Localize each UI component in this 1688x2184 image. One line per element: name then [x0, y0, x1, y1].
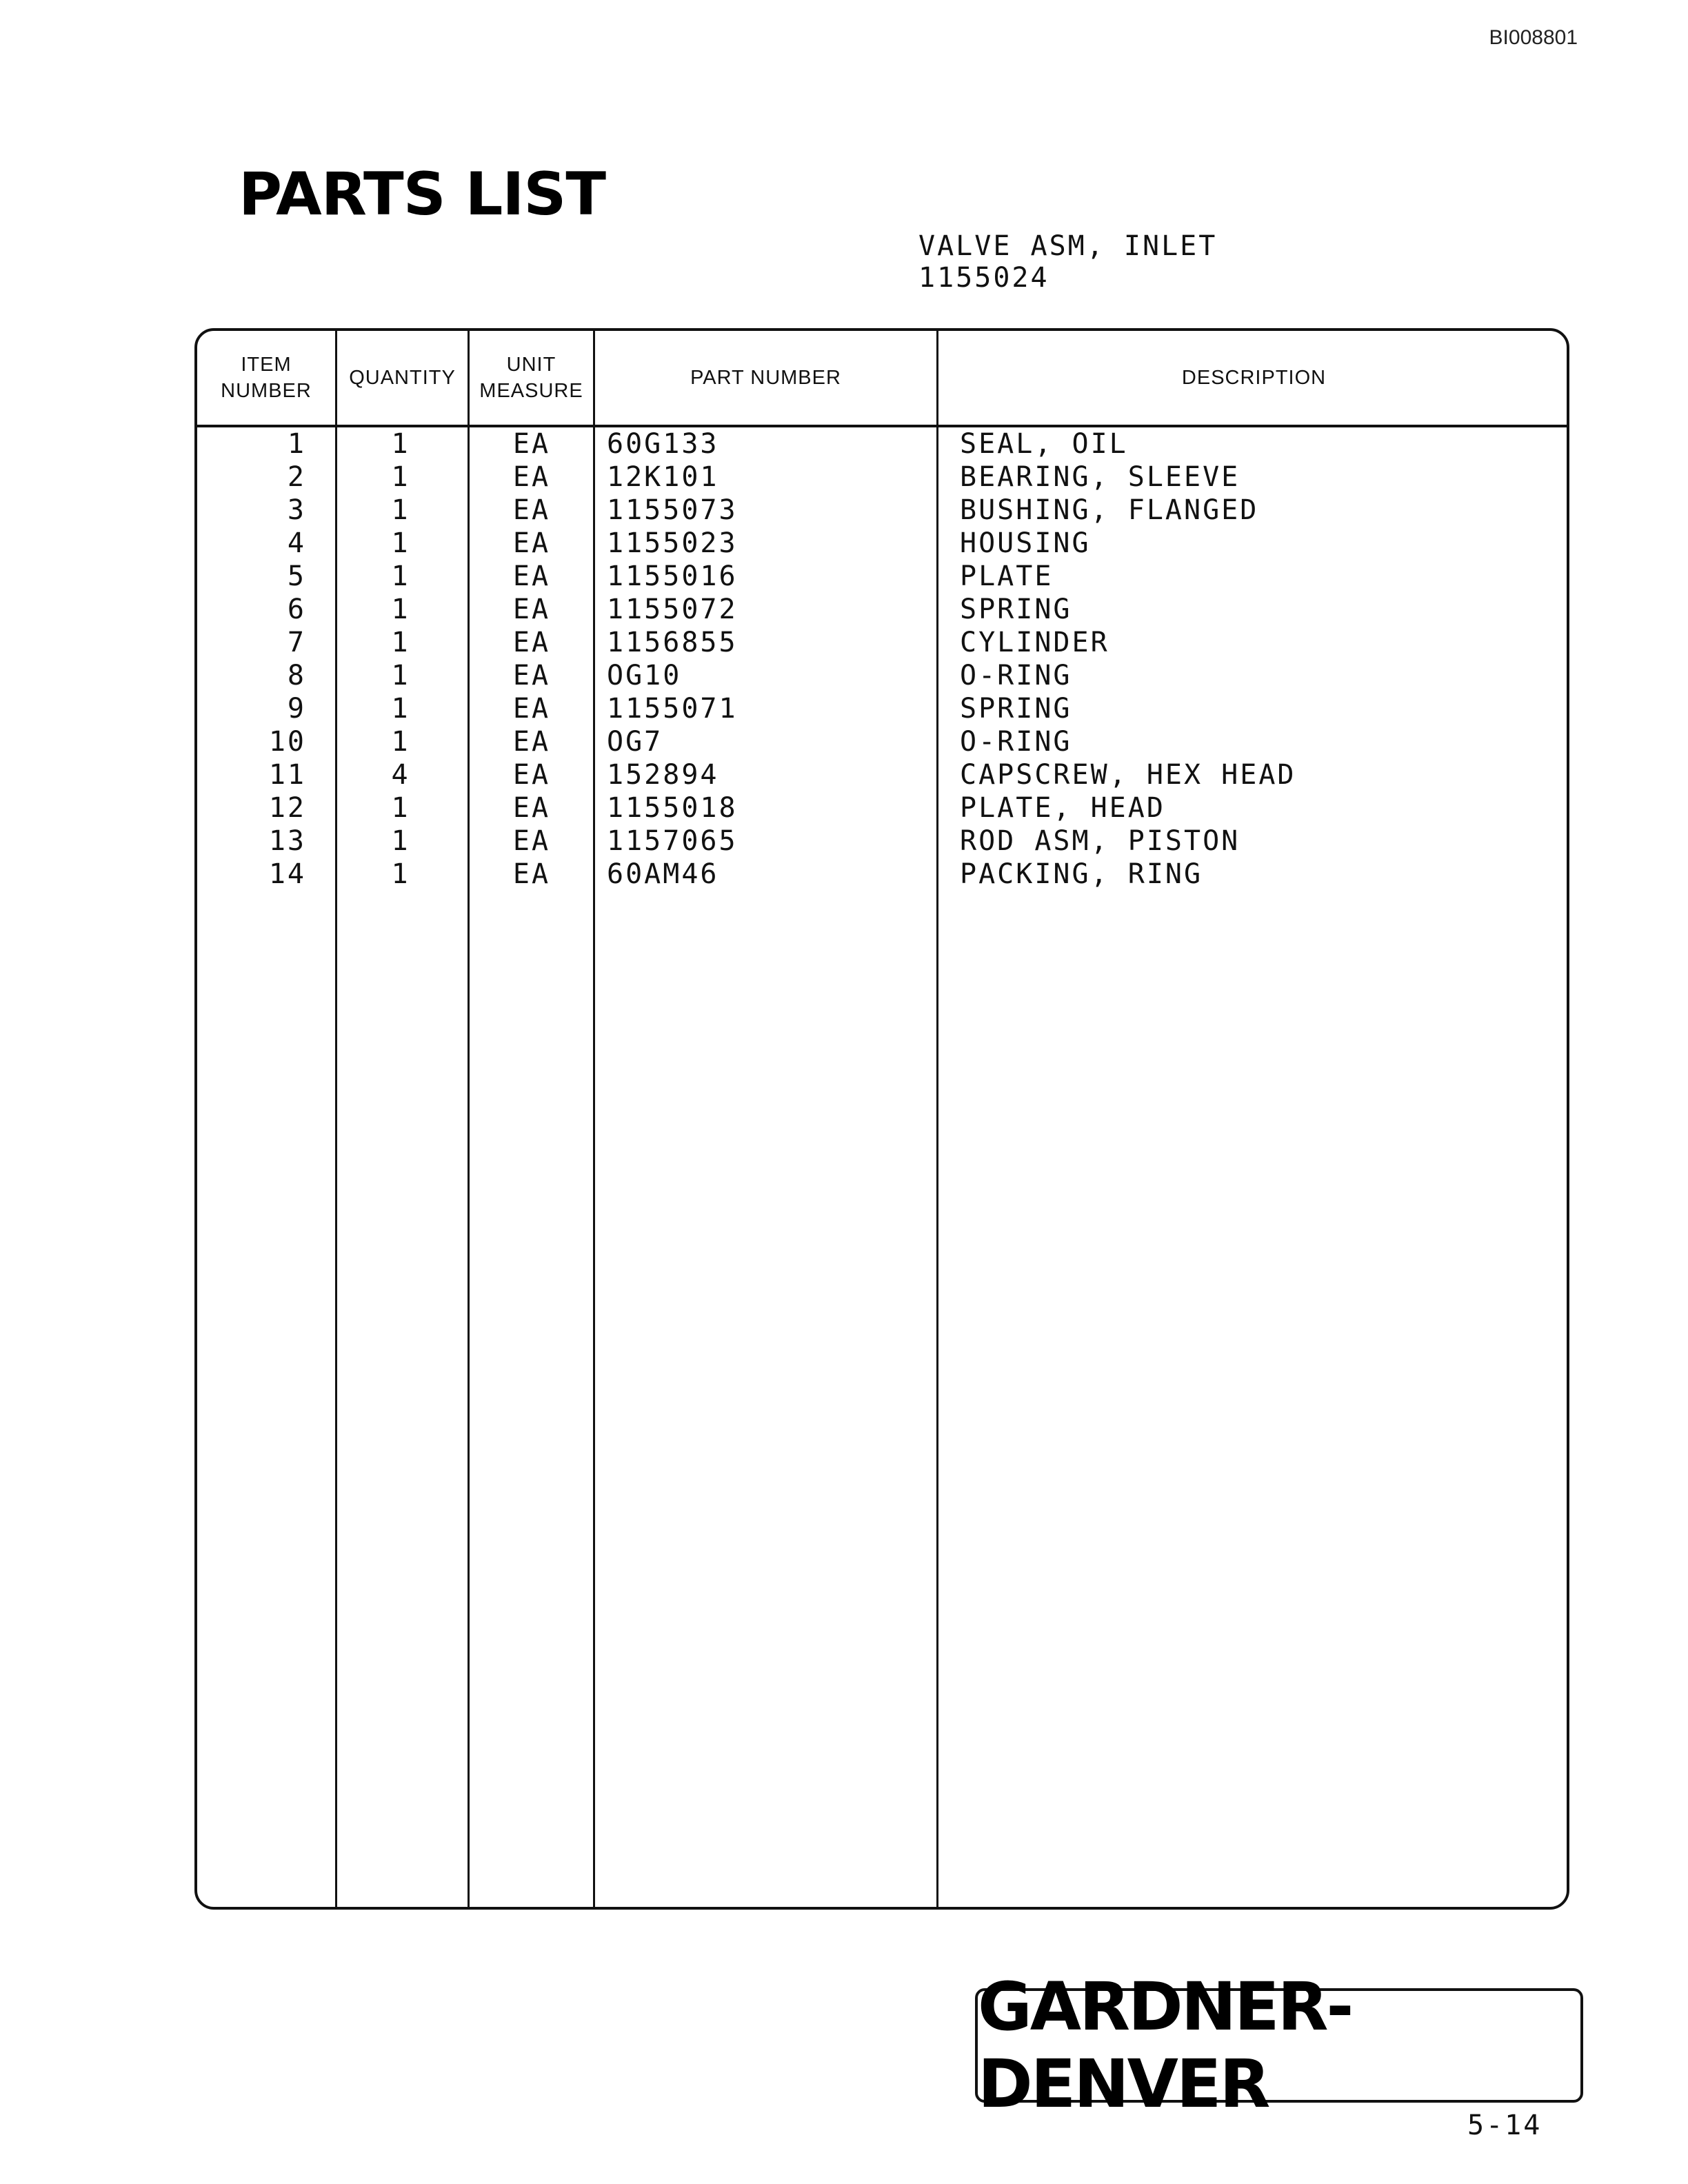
- table-row: [197, 626, 1567, 659]
- quantity-cell: 1: [391, 594, 410, 625]
- unit-measure-cell: EA: [512, 858, 551, 890]
- item-number-cell: 8: [287, 660, 306, 691]
- quantity-cell: 1: [391, 858, 410, 890]
- item-number-cell: 4: [287, 527, 306, 559]
- description-cell: SEAL, OIL: [960, 428, 1128, 460]
- quantity-cell: 1: [391, 428, 410, 460]
- unit-measure-cell: EA: [512, 594, 551, 625]
- table-row: [197, 825, 1567, 858]
- table-row: [197, 858, 1567, 891]
- part-number-cell: 1155018: [607, 792, 738, 824]
- unit-measure-cell: EA: [512, 726, 551, 758]
- quantity-cell: 1: [391, 726, 410, 758]
- part-number-cell: 1155071: [607, 693, 738, 725]
- parts-table: [194, 328, 1569, 1910]
- part-number-cell: OG10: [607, 660, 682, 691]
- quantity-cell: 1: [391, 693, 410, 725]
- table-row: [197, 659, 1567, 692]
- part-number-cell: OG7: [607, 726, 663, 758]
- item-number-cell: 5: [287, 560, 306, 592]
- item-number-cell: 9: [287, 693, 306, 725]
- unit-measure-cell: EA: [512, 527, 551, 559]
- description-cell: CAPSCREW, HEX HEAD: [960, 759, 1296, 791]
- unit-measure-cell: EA: [512, 825, 551, 857]
- header-part-number: PART NUMBER: [690, 367, 841, 389]
- item-number-cell: 10: [268, 726, 306, 758]
- description-cell: CYLINDER: [960, 627, 1109, 658]
- item-number-cell: 11: [268, 759, 306, 791]
- unit-measure-cell: EA: [512, 494, 551, 526]
- assembly-name: VALVE ASM, INLET: [918, 230, 1218, 262]
- header-item-number: ITEM NUMBER: [221, 354, 312, 402]
- part-number-cell: 1157065: [607, 825, 738, 857]
- header-description: DESCRIPTION: [1181, 367, 1327, 389]
- quantity-cell: 1: [391, 461, 410, 493]
- description-cell: BUSHING, FLANGED: [960, 494, 1259, 526]
- page-title: PARTS LIST: [239, 160, 605, 229]
- table-body: [197, 427, 1567, 891]
- description-cell: PLATE: [960, 560, 1054, 592]
- table-row: [197, 791, 1567, 825]
- assembly-heading: [918, 230, 1217, 294]
- header-quantity: QUANTITY: [349, 367, 456, 389]
- part-number-cell: 1155072: [607, 594, 738, 625]
- item-number-cell: 14: [268, 858, 306, 890]
- description-cell: HOUSING: [960, 527, 1091, 559]
- document-id: BI008801: [1489, 26, 1578, 49]
- quantity-cell: 1: [391, 560, 410, 592]
- description-cell: PACKING, RING: [960, 858, 1203, 890]
- part-number-cell: 152894: [607, 759, 719, 791]
- unit-measure-cell: EA: [512, 428, 551, 460]
- quantity-cell: 1: [391, 527, 410, 559]
- part-number-cell: 1155016: [607, 560, 738, 592]
- table-row: [197, 427, 1567, 461]
- item-number-cell: 2: [287, 461, 306, 493]
- item-number-cell: 3: [287, 494, 306, 526]
- description-cell: PLATE, HEAD: [960, 792, 1165, 824]
- quantity-cell: 1: [391, 792, 410, 824]
- unit-measure-cell: EA: [512, 560, 551, 592]
- part-number-cell: 1156855: [607, 627, 738, 658]
- unit-measure-cell: EA: [512, 693, 551, 725]
- description-cell: O-RING: [960, 660, 1072, 691]
- table-row: [197, 494, 1567, 527]
- description-cell: SPRING: [960, 594, 1072, 625]
- item-number-cell: 13: [268, 825, 306, 857]
- item-number-cell: 1: [287, 428, 306, 460]
- table-row: [197, 692, 1567, 725]
- part-number-cell: 12K101: [607, 461, 719, 493]
- table-row: [197, 725, 1567, 758]
- description-cell: BEARING, SLEEVE: [960, 461, 1240, 493]
- table-row: [197, 461, 1567, 494]
- item-number-cell: 6: [287, 594, 306, 625]
- part-number-cell: 1155023: [607, 527, 738, 559]
- page-number: 5-14: [1467, 2110, 1543, 2141]
- part-number-cell: 60G133: [607, 428, 719, 460]
- part-number-cell: 60AM46: [607, 858, 719, 890]
- unit-measure-cell: EA: [512, 660, 551, 691]
- brand-logo: [975, 1968, 1583, 2123]
- table-row: [197, 527, 1567, 560]
- unit-measure-cell: EA: [512, 792, 551, 824]
- brand-logo-text: GARDNER-DENVER: [978, 1968, 1352, 2123]
- part-number-cell: 1155073: [607, 494, 738, 526]
- description-cell: ROD ASM, PISTON: [960, 825, 1240, 857]
- unit-measure-cell: EA: [512, 759, 551, 791]
- table-row: [197, 593, 1567, 626]
- table-row: [197, 758, 1567, 791]
- quantity-cell: 1: [391, 825, 410, 857]
- item-number-cell: 12: [268, 792, 306, 824]
- description-cell: SPRING: [960, 693, 1072, 725]
- header-unit-measure: UNIT MEASURE: [479, 354, 583, 402]
- item-number-cell: 7: [287, 627, 306, 658]
- quantity-cell: 4: [391, 759, 410, 791]
- unit-measure-cell: EA: [512, 627, 551, 658]
- quantity-cell: 1: [391, 660, 410, 691]
- quantity-cell: 1: [391, 627, 410, 658]
- unit-measure-cell: EA: [512, 461, 551, 493]
- description-cell: O-RING: [960, 726, 1072, 758]
- quantity-cell: 1: [391, 494, 410, 526]
- assembly-number: 1155024: [918, 262, 1049, 294]
- table-row: [197, 560, 1567, 593]
